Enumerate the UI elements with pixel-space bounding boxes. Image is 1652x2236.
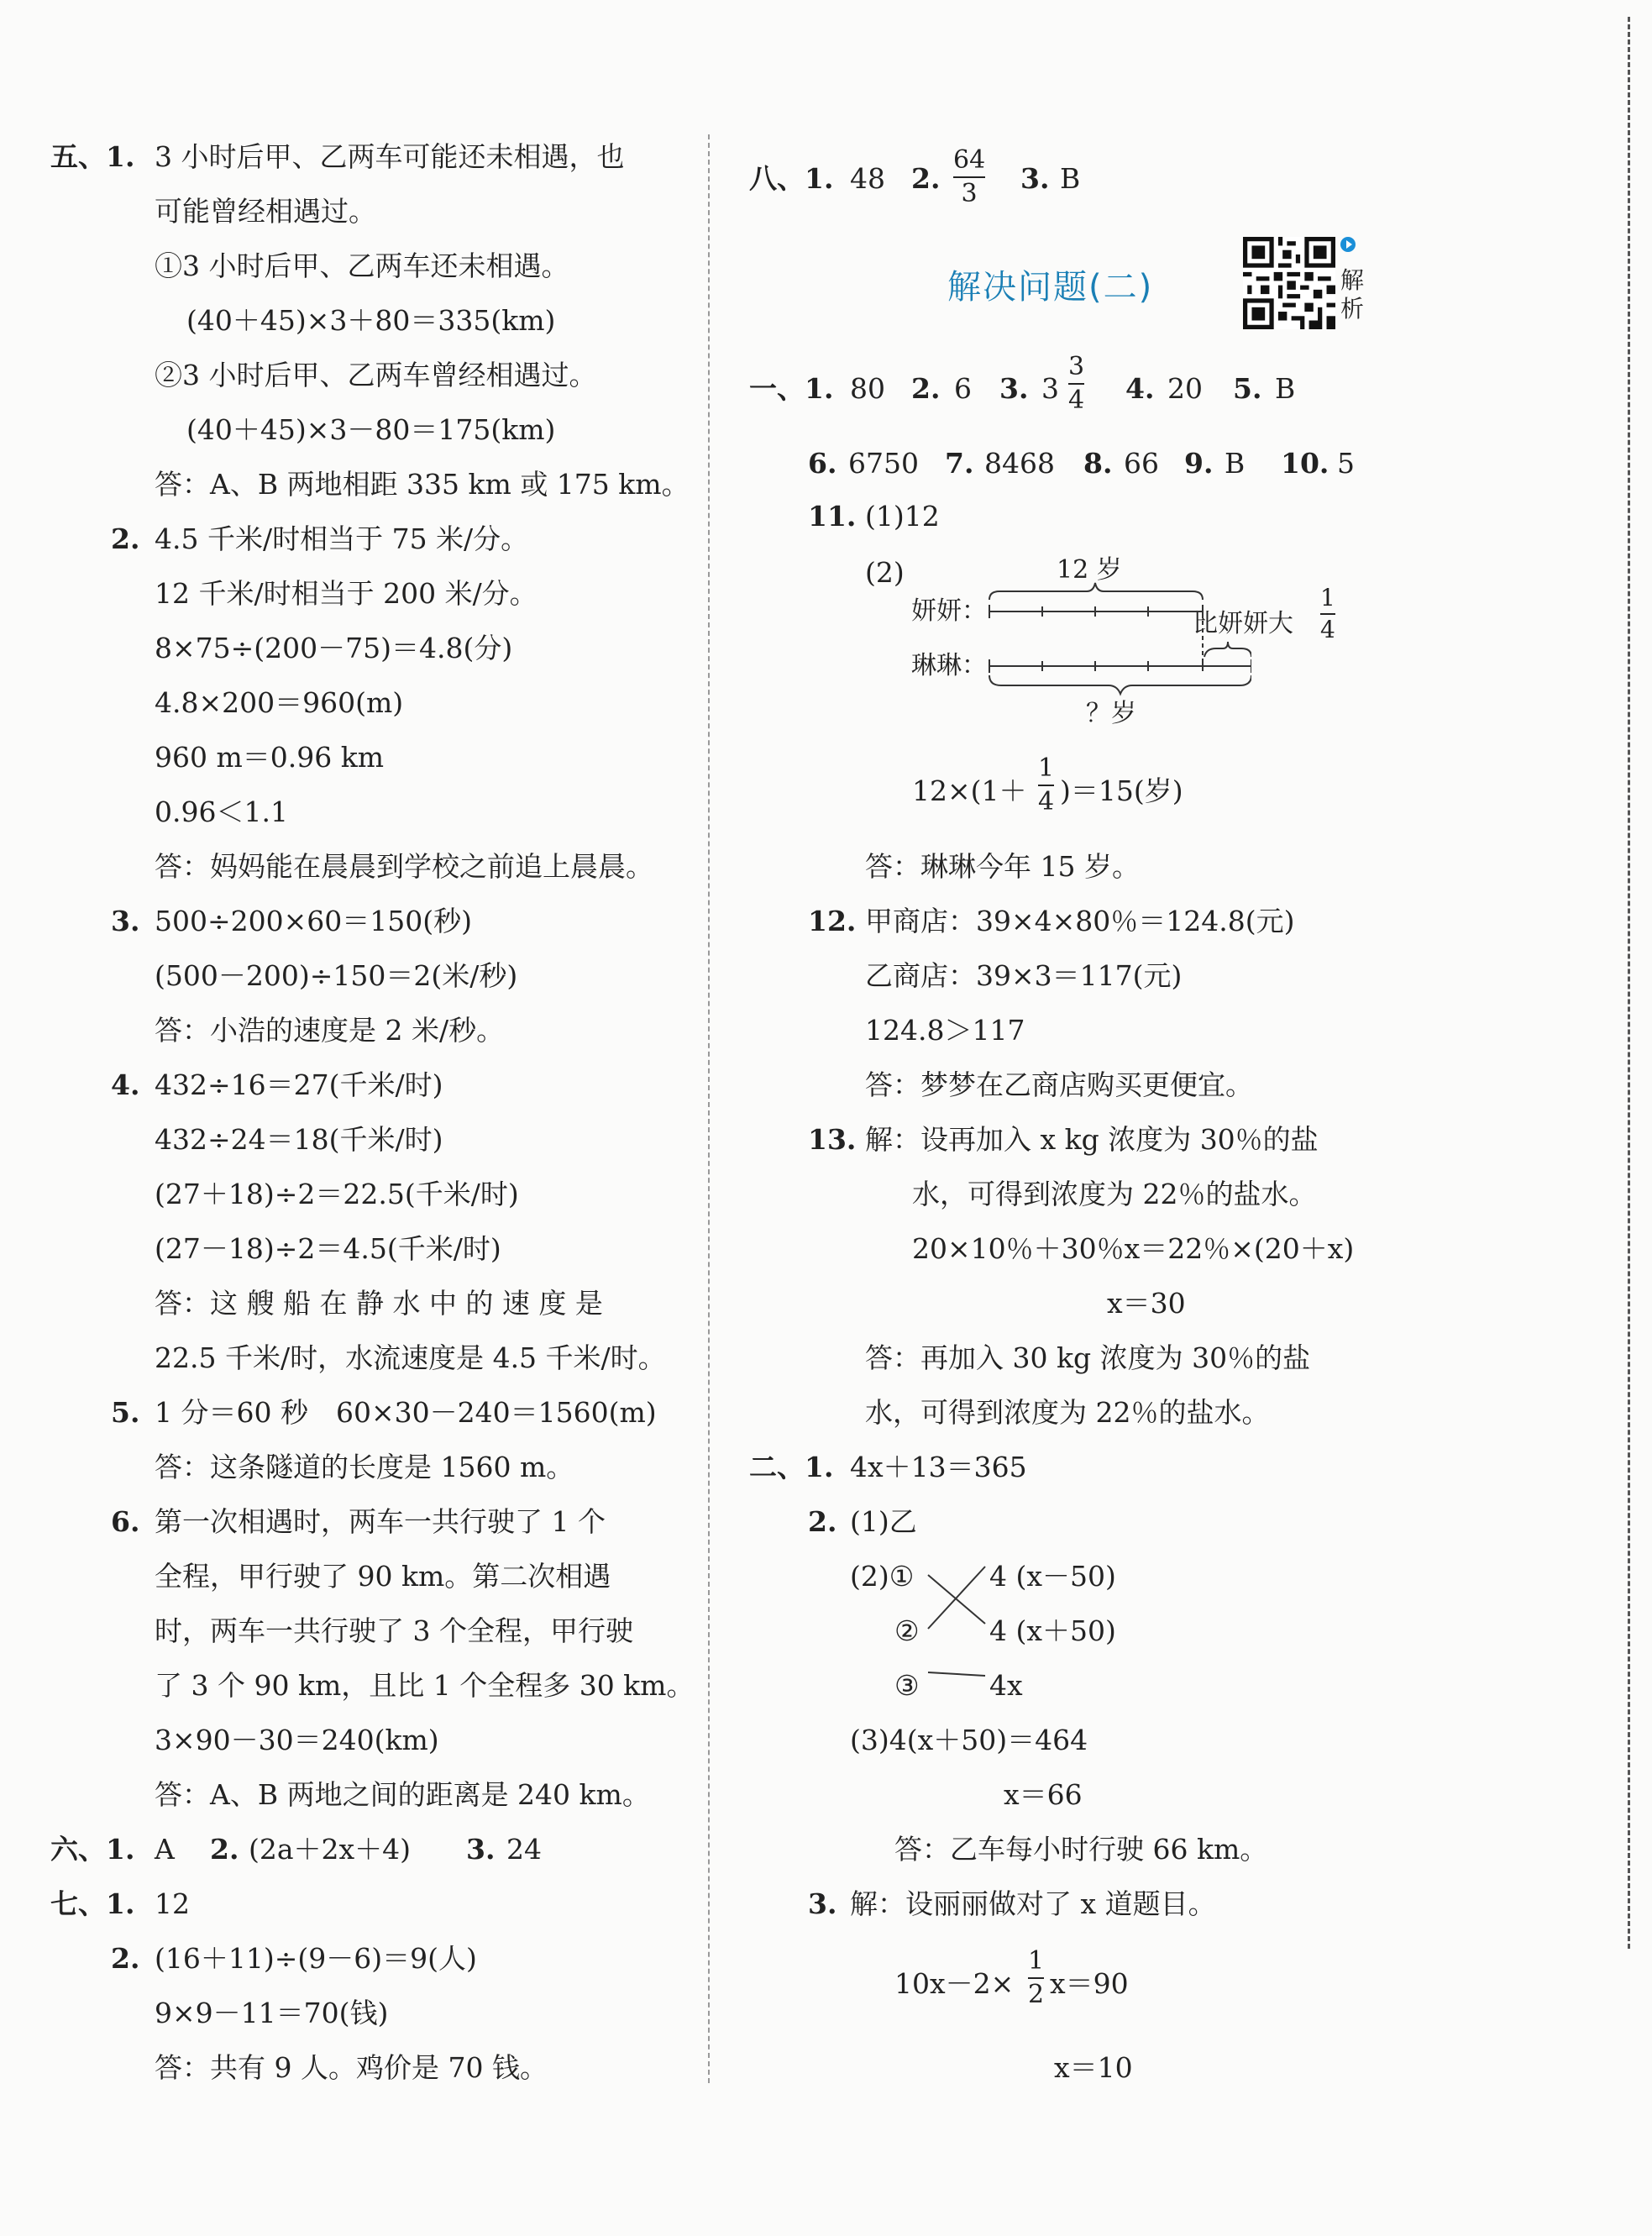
left-text-line: 22.5 千米/时，水流速度是 4.5 千米/时。 xyxy=(155,1341,666,1374)
numerator: 1 xyxy=(1038,753,1055,783)
fraction-1-2 xyxy=(1028,1946,1045,2009)
right-text-line: 3 xyxy=(1041,372,1059,405)
left-text-line: 2. xyxy=(111,522,140,555)
denominator: 3 xyxy=(961,179,978,208)
left-text-line: 6. xyxy=(111,1505,140,1538)
left-text-line: 答：妈妈能在晨晨到学校之前追上晨晨。 xyxy=(155,850,653,883)
left-text-line: 432÷24＝18(千米/时) xyxy=(155,1123,443,1156)
right-text-line: 4x＋13＝365 xyxy=(850,1451,1027,1483)
right-text-line: 水，可得到浓度为 22％的盐水。 xyxy=(912,1178,1317,1210)
right-text-line: 八、1. xyxy=(749,162,834,195)
fraction-bar xyxy=(1028,1977,1044,1979)
right-text-line: 2. xyxy=(911,372,941,405)
diagram-lines xyxy=(983,580,1251,697)
denominator: 4 xyxy=(1320,616,1335,643)
left-text-line: 12 千米/时相当于 200 米/分。 xyxy=(155,577,538,610)
denominator: 4 xyxy=(1068,386,1085,415)
right-text-line: ③ xyxy=(894,1669,920,1702)
left-text-line: 答：这条隧道的长度是 1560 m。 xyxy=(155,1451,574,1483)
right-text-line: x＝66 xyxy=(1004,1778,1083,1811)
right-text-line: 一、1. xyxy=(749,372,834,405)
fraction-bar xyxy=(1038,785,1054,786)
left-text-line: 8×75÷(200－75)＝4.8(分) xyxy=(155,632,513,664)
right-text-line: 124.8＞117 xyxy=(865,1014,1025,1047)
right-text-line: 乙商店：39×3＝117(元) xyxy=(865,959,1183,992)
right-text-line: 6 xyxy=(954,372,972,405)
numerator: 1 xyxy=(1028,1946,1045,1976)
right-text-line: 80 xyxy=(850,372,885,405)
numerator: 1 xyxy=(1320,584,1335,611)
top-brace xyxy=(989,583,1203,600)
left-text-line: 2. xyxy=(111,1942,140,1975)
right-text-line: 9. xyxy=(1184,447,1214,480)
right-text-line: 8. xyxy=(1083,447,1113,480)
left-text-line: 960 m＝0.96 km xyxy=(155,741,385,774)
equation-12-times: 12×(1＋ xyxy=(912,774,1027,807)
right-text-line: B xyxy=(1225,447,1246,480)
right-text-line: (2) xyxy=(865,556,905,589)
qr-label-xi: 析 xyxy=(1340,295,1365,323)
left-text-line: ①3 小时后甲、乙两车还未相遇。 xyxy=(155,249,569,282)
page-edge-dashes xyxy=(1628,17,1630,1949)
right-text-line: 7. xyxy=(945,447,974,480)
right-text-line: 4x xyxy=(989,1669,1023,1702)
right-text-line: 答：乙车每小时行驶 66 km。 xyxy=(894,1833,1268,1866)
left-text-line: 七、1. xyxy=(50,1887,135,1920)
left-text-line: 2. xyxy=(210,1833,239,1866)
right-text-line: (1)乙 xyxy=(850,1505,917,1538)
equation-10x: 10x－2× xyxy=(894,1967,1015,2000)
equation-result: )＝15(岁) xyxy=(1060,774,1183,807)
left-text-line: 答：A、B 两地相距 335 km 或 175 km。 xyxy=(155,468,690,501)
right-text-line: B xyxy=(1275,372,1296,405)
left-text-line: 3. xyxy=(111,905,140,937)
right-text-line: 12. xyxy=(808,905,857,937)
left-text-line: 0.96＜1.1 xyxy=(155,795,288,828)
right-text-line: x＝30 xyxy=(1107,1287,1186,1320)
left-text-line: 3×90－30＝240(km) xyxy=(155,1724,439,1756)
right-text-line: 水，可得到浓度为 22％的盐水。 xyxy=(865,1396,1270,1429)
right-text-line: 3. xyxy=(808,1887,837,1920)
left-text-line: 答：A、B 两地之间的距离是 240 km。 xyxy=(155,1778,650,1811)
qr-label-jie: 解 xyxy=(1340,266,1365,294)
fraction-bar xyxy=(1068,383,1084,385)
right-text-line: (1)12 xyxy=(865,500,940,533)
numerator: 64 xyxy=(953,145,986,175)
right-text-line: 解：设丽丽做对了 x 道题目。 xyxy=(850,1887,1216,1920)
left-text-line: 六、1. xyxy=(50,1833,135,1866)
left-text-line: 4. xyxy=(111,1068,140,1101)
diagram-row1-label: 妍妍： xyxy=(911,596,987,626)
left-text-line: ②3 小时后甲、乙两车曾经相遇过。 xyxy=(155,359,597,391)
matching-lines xyxy=(920,1558,995,1684)
left-text-line: 5. xyxy=(111,1396,140,1429)
right-text-line: 2. xyxy=(911,162,941,195)
right-text-line: 5. xyxy=(1233,372,1262,405)
diagram-bottom-label: ？岁 xyxy=(1086,699,1136,728)
left-text-line: (40＋45)×3＋80＝335(km) xyxy=(186,304,556,337)
right-text-line: 4 (x＋50) xyxy=(989,1614,1116,1647)
right-text-line: 3. xyxy=(999,372,1029,405)
diagram-top-label: 12 岁 xyxy=(1057,555,1122,585)
qr-code-icon[interactable] xyxy=(1243,237,1335,329)
right-text-line: 6750 xyxy=(848,447,919,480)
right-text-line: 20 xyxy=(1167,372,1203,405)
left-text-line: 五、1. xyxy=(50,140,135,173)
left-text-line: 答：共有 9 人。鸡价是 70 钱。 xyxy=(155,2051,548,2084)
right-text-line: 答：再加入 30 kg 浓度为 30％的盐 xyxy=(865,1341,1311,1374)
right-text-line: x＝10 xyxy=(1054,2051,1133,2084)
fraction-3-4 xyxy=(1068,354,1084,413)
fraction-1-4 xyxy=(1038,753,1055,816)
left-text-line: 4.8×200＝960(m) xyxy=(155,686,404,719)
right-text-line: 3. xyxy=(1020,162,1050,195)
right-text-line: 10. xyxy=(1281,447,1329,480)
right-text-line: 4. xyxy=(1125,372,1155,405)
right-text-line: 2. xyxy=(808,1505,837,1538)
left-text-line: 可能曾经相遇过。 xyxy=(155,195,376,228)
diagram-note: 比妍妍大 xyxy=(1193,609,1293,638)
left-text-line: (27＋18)÷2＝22.5(千米/时) xyxy=(155,1178,519,1210)
play-icon[interactable] xyxy=(1340,237,1356,252)
right-text-line: 解：设再加入 x kg 浓度为 30％的盐 xyxy=(865,1123,1319,1156)
fraction-bar xyxy=(1320,613,1335,615)
right-text-line: (3)4(x＋50)＝464 xyxy=(850,1724,1088,1756)
left-text-line: (2a＋2x＋4) xyxy=(249,1833,412,1866)
right-text-line: 5 xyxy=(1337,447,1355,480)
left-text-line: 答：这 艘 船 在 静 水 中 的 速 度 是 xyxy=(155,1287,603,1320)
left-text-line: 3 小时后甲、乙两车可能还未相遇，也 xyxy=(155,140,625,173)
section-heading: 解决问题(二) xyxy=(947,268,1154,307)
right-text-line: 48 xyxy=(850,162,885,195)
equation-x-90: x＝90 xyxy=(1050,1967,1129,2000)
left-text-line: 了 3 个 90 km，且比 1 个全程多 30 km。 xyxy=(155,1669,695,1702)
left-text-line: (27－18)÷2＝4.5(千米/时) xyxy=(155,1232,501,1265)
left-text-line: 9×9－11＝70(钱) xyxy=(155,1997,389,2029)
denominator: 4 xyxy=(1038,787,1055,816)
denominator: 2 xyxy=(1028,1980,1045,2009)
left-text-line: (500－200)÷150＝2(米/秒) xyxy=(155,959,518,992)
right-text-line: 11. xyxy=(808,500,857,533)
right-text-line: 答：琳琳今年 15 岁。 xyxy=(865,850,1140,883)
fraction-bar xyxy=(953,176,985,178)
left-text-line: 500÷200×60＝150(秒) xyxy=(155,905,473,937)
left-text-line: (40＋45)×3－80＝175(km) xyxy=(186,413,556,446)
right-text-line: 13. xyxy=(808,1123,857,1156)
column-divider xyxy=(708,134,710,2083)
right-text-line: 4 (x－50) xyxy=(989,1560,1116,1593)
left-text-line: A xyxy=(155,1833,175,1866)
right-text-line: 66 xyxy=(1124,447,1159,480)
left-text-line: 4.5 千米/时相当于 75 米/分。 xyxy=(155,522,529,555)
diagram-row2-label: 琳琳： xyxy=(911,651,987,680)
left-text-line: (16＋11)÷(9－6)＝9(人) xyxy=(155,1942,477,1975)
left-text-line: 答：小浩的速度是 2 米/秒。 xyxy=(155,1014,505,1047)
right-text-line: B xyxy=(1060,162,1081,195)
right-text-line: 二、1. xyxy=(749,1451,834,1483)
left-text-line: 3. xyxy=(466,1833,496,1866)
right-text-line: 20×10％＋30％x＝22％×(20＋x) xyxy=(912,1232,1355,1265)
left-text-line: 时，两车一共行驶了 3 个全程，甲行驶 xyxy=(155,1614,633,1647)
left-text-line: 432÷16＝27(千米/时) xyxy=(155,1068,443,1101)
left-text-line: 24 xyxy=(506,1833,542,1866)
left-text-line: 1 分＝60 秒 60×30－240＝1560(m) xyxy=(155,1396,657,1429)
right-text-line: 8468 xyxy=(984,447,1055,480)
right-text-line: (2)① xyxy=(850,1560,915,1593)
numerator: 3 xyxy=(1068,352,1085,381)
fraction-64-3 xyxy=(953,145,986,208)
left-text-line: 全程，甲行驶了 90 km。第二次相遇 xyxy=(155,1560,611,1593)
left-text-line: 第一次相遇时，两车一共行驶了 1 个 xyxy=(155,1505,606,1538)
right-text-line: ② xyxy=(894,1614,920,1647)
right-text-line: 答：梦梦在乙商店购买更便宜。 xyxy=(865,1068,1253,1101)
diagram-note-fraction xyxy=(1320,586,1335,642)
left-text-line: 12 xyxy=(155,1887,190,1920)
right-text-line: 甲商店：39×4×80％＝124.8(元) xyxy=(865,905,1295,937)
right-text-line: 6. xyxy=(808,447,837,480)
